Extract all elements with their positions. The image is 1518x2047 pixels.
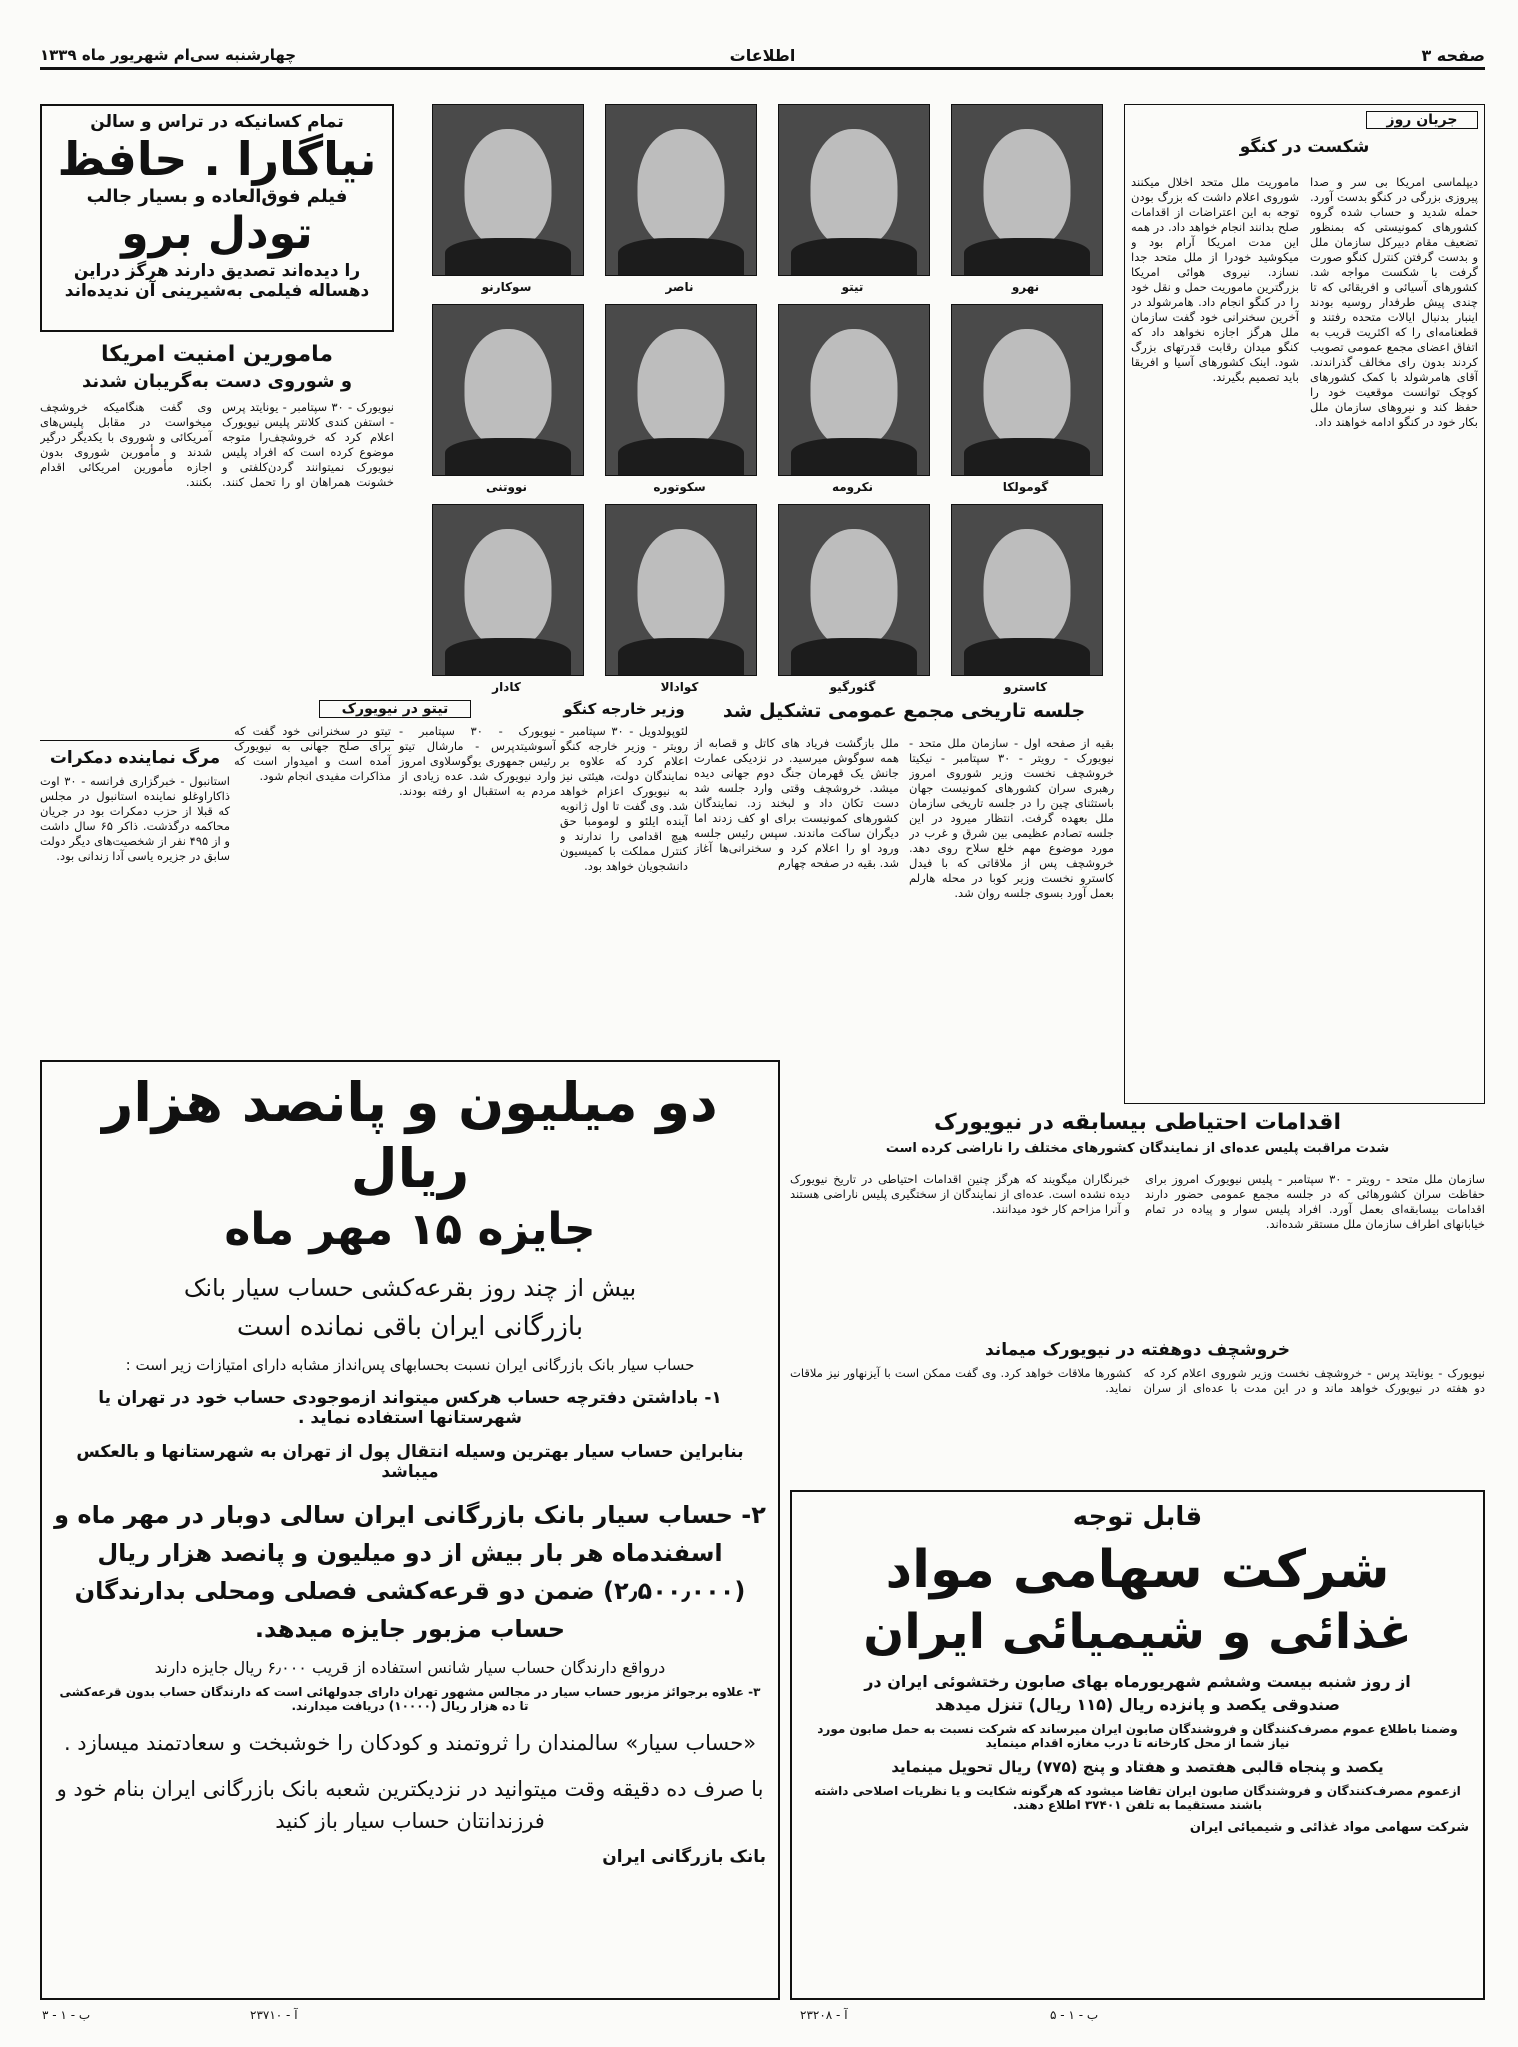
notice-ad <box>790 1490 1485 2000</box>
notice-line5: ازعموم مصرف‌کنندگان و فروشندگان صابون ایران تقاضا میشود که هرگونه شکایت و یا نظریات اصلاحی داشته باشند مستقیما به تلفن ۳۷۴۰۱ اطلاع دهند. <box>814 1784 1461 1812</box>
portrait-caption: کاسترو <box>1003 680 1048 694</box>
notice-line1: از روز شنبه بیست وششم شهریورماه بهای صابون رختشوئی ایران در <box>864 1672 1411 1691</box>
issue-date: چهارشنبه سی‌ام شهریور ماه ۱۳۳۹ <box>40 46 297 64</box>
cinema-ad <box>40 104 394 332</box>
portrait-caption: گئورگیو <box>829 680 876 694</box>
portrait-caption: ناصر <box>665 280 694 294</box>
death-body: استانبول - خبرگزاری فرانسه - ۳۰ اوت ذاکاراوغلو نماینده استانبول در مجلس که قبلا از حزب دمکرات بود در جریان محاکمه درگذشت. ذاکر ۶۵ سال داشت و از ۴۹۵ نفر از شخصیت‌های دیگر دولت سابق در جزیره یاسی آدا زندانی بود. <box>40 774 230 863</box>
notice-line3: وضمنا باطلاع عموم مصرف‌کنندگان و فروشندگان صابون ایران میرساند که شرکت نسبت به حمل صابون مورد نیاز شما از محل کارخانه تا درب مغازه اقدام مینماید <box>817 1722 1458 1750</box>
security-article <box>40 342 394 732</box>
security-subheadline: و شوروی دست به‌گریبان شدند <box>81 371 353 392</box>
tito-body: نیویورک - ۳۰ سپتامبر - آسوشیتدپرس - مارشال تیتو رئیس جمهوری یوگوسلاوی امروز وارد نیویورک شد. عده زیادی از مردم به استقبال او رفته بودند. تیتو در سخنرانی خود گفت که برای صلح جهانی به نیویورک آمده است و امیدوار است که مذاکرات مفیدی انجام شود. <box>234 724 556 798</box>
footer-code-1: آ - ۲۳۷۱۰ <box>250 2008 298 2022</box>
page-number: صفحه ۳ <box>1421 46 1485 65</box>
newspaper-name: اطلاعات <box>729 46 796 65</box>
portrait-photo <box>432 104 584 276</box>
daily-body-2: ماموریت ملل متحد اخلال میکنند شوروی اعلام داشت که بزرگ بودن توجه به این اعتراضات از اقدامات صلح بدانند انجام خواهد داد. در همه این مدت امریکا آرام بود و میکوشید خودرا از ملل متحد جدا نسازد. نیروی هوائی امریکا بزرگترین ماموریت حمل و نقل خود را در کنگو انجام داد. هامرشولد در آخرین سخنرانی خود گفت سازمان ملل هرگز اجازه نخواهد داد که کنگو میدان رقابت قدرتهای بزرگ شود. اینک کشورهای آسیا و افریقا باید تصمیم بگیرند. <box>1131 175 1299 384</box>
portrait-caption: کوادالا <box>660 680 699 694</box>
cinema-line4: دهساله فیلمی به‌شیرینی آن ندیده‌اند <box>64 281 370 301</box>
khrushchev-article <box>790 1340 1485 1480</box>
khrushchev-body: نیویورک - یونایتد پرس - خروشچف نخست وزیر شوروی اعلام کرد که دو هفته در نیویورک خواهد ماند و در این مدت با عده‌ای از سران کشورها ملاقات خواهد کرد. وی گفت ممکن است با آیزنهاور نیز ملاقات نماید. <box>790 1366 1485 1395</box>
prize-item2: ۲- حساب سیار بانک بازرگانی ایران سالی دوبار در مهر ماه و اسفندماه هر بار بیش از دو میلیون و پانصد هزار ریال (۲٫۵۰۰٫۰۰۰) ضمن دو قرعه‌کشی فصلی ومحلی بدارندگان حساب مزبور جایزه میدهد. <box>54 1501 766 1643</box>
assembly-headline: جلسه تاریخی مجمع عمومی تشکیل شد <box>722 700 1086 722</box>
prize-line1: بیش از چند روز بقرعه‌کشی حساب سیار بانک <box>183 1274 637 1302</box>
security-headline: مامورین امنیت امریکا <box>101 342 333 367</box>
portrait-photo <box>951 304 1103 476</box>
death-headline: مرگ نماینده دمکرات <box>49 748 221 768</box>
notice-header: قابل توجه <box>1072 1502 1203 1532</box>
prize-line2: بازرگانی ایران باقی نمانده است <box>236 1312 584 1342</box>
tito-headline: تیتو در نیویورک <box>319 700 471 718</box>
prize-subheadline: جایزه ۱۵ مهر ماه <box>224 1204 596 1255</box>
security-body: نیویورک - ۳۰ سپتامبر - یونایتد پرس - استفن کندی کلانتر پلیس نیویورک اعلام کرد که خروشچف‌را متوجه موضوع کرده است که افراد پلیس نیویورک نمیتوانند گردن‌کلفتی و خشونت همراهان او را تحمل کنند. وی گفت هنگامیکه خروشچف میخواست در مقابل پلیس‌های آمریکائی و شوروی با یکدیگر درگیر شدند و مأمورین شوروی بدون اجازه مأمورین امریکائی اقدام بکنند. <box>40 400 394 489</box>
assembly-body-2: ملل بازگشت فریاد های کاتل و قصابه از همه سوگوش میرسید. در نزدیکی عمارت جانش یک قهرمان جنگ دوم جهانی دیده میشد. خروشچف وقتی وارد جلسه شد دست تکان داد و لبخند زد. نمایندگان کشورهای کمونیست برای او کف زدند اما دیگران ساکت ماندند. سپس رئیس جلسه ورود او را اعلام کرد و سخنرانی‌ها آغاز شد. بقیه در صفحه چهارم <box>694 736 899 870</box>
prize-headline: دو میلیون و پانصد هزار ریال <box>102 1071 718 1200</box>
portrait-photo <box>605 504 757 676</box>
tito-article <box>234 700 556 1050</box>
cinema-line1: تمام کسانیکه در تراس و سالن <box>90 112 344 132</box>
precautions-headline: اقدامات احتیاطی بیسابقه در نیویورک <box>934 1110 1341 1135</box>
khrushchev-headline: خروشچف دوهفته در نیویورک میماند <box>984 1340 1291 1360</box>
notice-line4: یکصد و پنجاه قالبی هفتصد و هفتاد و پنج (۷۷۵) ریال تحویل مینماید <box>891 1758 1384 1776</box>
precautions-subheadline: شدت مراقبت پلیس عده‌ای از نمایندگان کشورهای مختلف را ناراضی کرده است <box>885 1141 1390 1156</box>
daily-title: شکست در کنگو <box>1239 137 1370 157</box>
portrait-photo <box>605 304 757 476</box>
photo-grid <box>420 104 1114 704</box>
prize-item3: درواقع دارندگان حساب سیار شانس استفاده از قریب ۶٫۰۰۰ ریال جایزه دارند <box>154 1658 666 1677</box>
notice-company2: غذائی و شیمیائی ایران <box>863 1604 1412 1660</box>
portrait-caption: سوکارنو <box>481 280 532 294</box>
bank-signature: بانک بازرگانی ایران <box>602 1847 766 1867</box>
masthead <box>40 46 1485 70</box>
assembly-body-1: بقیه از صفحه اول - سازمان ملل متحد - نیویورک - رویتر - ۳۰ سپتامبر - نیکیتا خروشچف نخست وزیر شوروی امروز رهبری سران کشورهای کمونیست جهان باستثنای چین را در جلسه تاریخی سازمان ملل بعهده گرفت. انتظار میرود در این جلسه تصادم عظیمی بین شرق و غرب در مورد موضوع مهم خلع سلاح روی دهد. خروشچف پس از ملاقاتی که با فیدل کاسترو نخست وزیر کوبا در محله هارلم بعمل آورد بسوی جلسه روان شد. <box>909 736 1114 900</box>
portrait-photo <box>778 304 930 476</box>
portrait-photo <box>432 504 584 676</box>
prize-item1: ۱- باداشتن دفترچه حساب هرکس میتواند ازموجودی حساب خود در تهران یا شهرستانها استفاده نماید . <box>98 1388 722 1428</box>
footer-code-3: آ - ۲۳۲۰۸ <box>800 2008 848 2022</box>
daily-body-1: دیپلماسی امریکا بی سر و صدا پیروزی بزرگی در کنگو بدست آورد. حمله شدید و حساب شده گروه کشورهای کمونیستی که بمنظور تضعیف مقام دبیرکل سازمان ملل و بدست گرفتن کنترل کنگو صورت گرفت با شکست مواجه شد. کشورهای آسیائی و افریقائی که تا چندی پیش طرفدار روسیه بودند اینبار بدنبال ایالات متحده رفتند و قطعنامه‌ای را که اکثریت قریب به اتفاق اعضای مجمع عمومی تصویب کردند بدون رای مخالف گذراندند. آقای هامرشولد با کمک کشورهای کوچک توانست موقعیت خود را حفظ کند و نیروهای سازمان ملل بکار خود در کنگو ادامه خواهند داد. <box>1310 175 1478 429</box>
precautions-body-1: سازمان ملل متحد - رویتر - ۳۰ سپتامبر - پلیس نیویورک امروز برای حفاظت سران کشورهائی که در جلسه مجمع عمومی حضور دارند اقدامات بیسابقه‌ای بعمل آورد. افراد پلیس سوار و پیاده در تمام خیابانهای اطراف سازمان ملل مستقر شده‌اند. <box>1145 1172 1485 1231</box>
daily-column <box>1124 104 1485 1104</box>
portrait-caption: نووتنی <box>485 480 528 494</box>
death-article <box>40 748 230 1048</box>
prize-ad <box>40 1060 780 2000</box>
footer-code-2: ب - ۱ - ۳ <box>42 2008 91 2022</box>
congo-headline: وزیر خارجه کنگو <box>563 700 685 718</box>
prize-item1b: بنابراین حساب سیار بهترین وسیله انتقال پول از تهران به شهرستانها و بالعکس میباشد <box>76 1442 744 1482</box>
notice-line2: صندوقی یکصد و پانزده ریال (۱۱۵ ریال) تنزل میدهد <box>935 1695 1340 1714</box>
portrait-photo <box>951 104 1103 276</box>
portrait-photo <box>432 304 584 476</box>
prize-line3: حساب سیار بانک بازرگانی ایران نسبت بحسابهای پس‌انداز مشابه دارای امتیازات زیر است : <box>125 1356 695 1374</box>
portrait-photo <box>778 104 930 276</box>
precautions-body-2: خبرنگاران میگویند که هرگز چنین اقدامات احتیاطی در تاریخ نیویورک دیده نشده است. عده‌ای از نمایندگان از سختگیری پلیس ناراضی هستند و آنرا مزاحم کار خود میدانند. <box>790 1172 1130 1216</box>
portrait-caption: نکرومه <box>831 480 874 494</box>
portrait-photo <box>605 104 757 276</box>
cinema-line3: را دیده‌اند تصدیق دارند هرگز دراین <box>73 261 361 281</box>
notice-company1: شرکت سهامی مواد <box>885 1540 1390 1600</box>
film-title: تودل برو <box>121 208 313 259</box>
portrait-caption: کادار <box>492 680 521 694</box>
prize-slogan1: «حساب سیار» سالمندان را ثروتمند و کودکان را خوشبخت و سعادتمند میسازد . <box>63 1731 757 1755</box>
cinema-title: نیاگارا . حافظ <box>57 132 377 186</box>
daily-header: جریان روز <box>1366 111 1478 129</box>
portrait-caption: تیتو <box>841 280 864 294</box>
precautions-article <box>790 1110 1485 1340</box>
prize-item4: ۳- علاوه برجوائز مزبور حساب سیار در مجالس مشهور تهران دارای جدولهائی است که دارندگان حساب بدون قرعه‌کشی تا ده هزار ریال (۱۰۰۰۰) دریافت میدارند. <box>59 1685 761 1713</box>
footer-code-4: ب - ۱ - ۵ <box>1050 2008 1099 2022</box>
cinema-line2: فیلم فوق‌العاده و بسیار جالب <box>86 186 348 207</box>
portrait-photo <box>778 504 930 676</box>
notice-signature: شرکت سهامی مواد غذائی و شیمیائی ایران <box>1189 1820 1469 1835</box>
prize-slogan2: با صرف ده دقیقه وقت میتوانید در نزدیکترین شعبه بانک بازرگانی ایران بنام خود و فرزندانتان حساب سیار باز کنید <box>56 1777 764 1833</box>
congo-body: لئوپولدویل - ۳۰ سپتامبر - رویتر - وزیر خارجه کنگو اعلام کرد که علاوه بر نمایندگان دولت، هیئتی نیز به نیویورک اعزام خواهد شد. وی گفت تا اول ژانویه آینده ایلئو و لومومبا حق هیچ اقدامی را ندارند و کنترل مملکت با کمیسیون دانشجویان خواهد بود. <box>560 724 688 873</box>
congo-article <box>560 700 688 1050</box>
portrait-caption: نهرو <box>1011 280 1040 294</box>
portrait-caption: گومولکا <box>1002 480 1049 494</box>
portrait-caption: سکوتوره <box>653 480 706 494</box>
portrait-photo <box>951 504 1103 676</box>
